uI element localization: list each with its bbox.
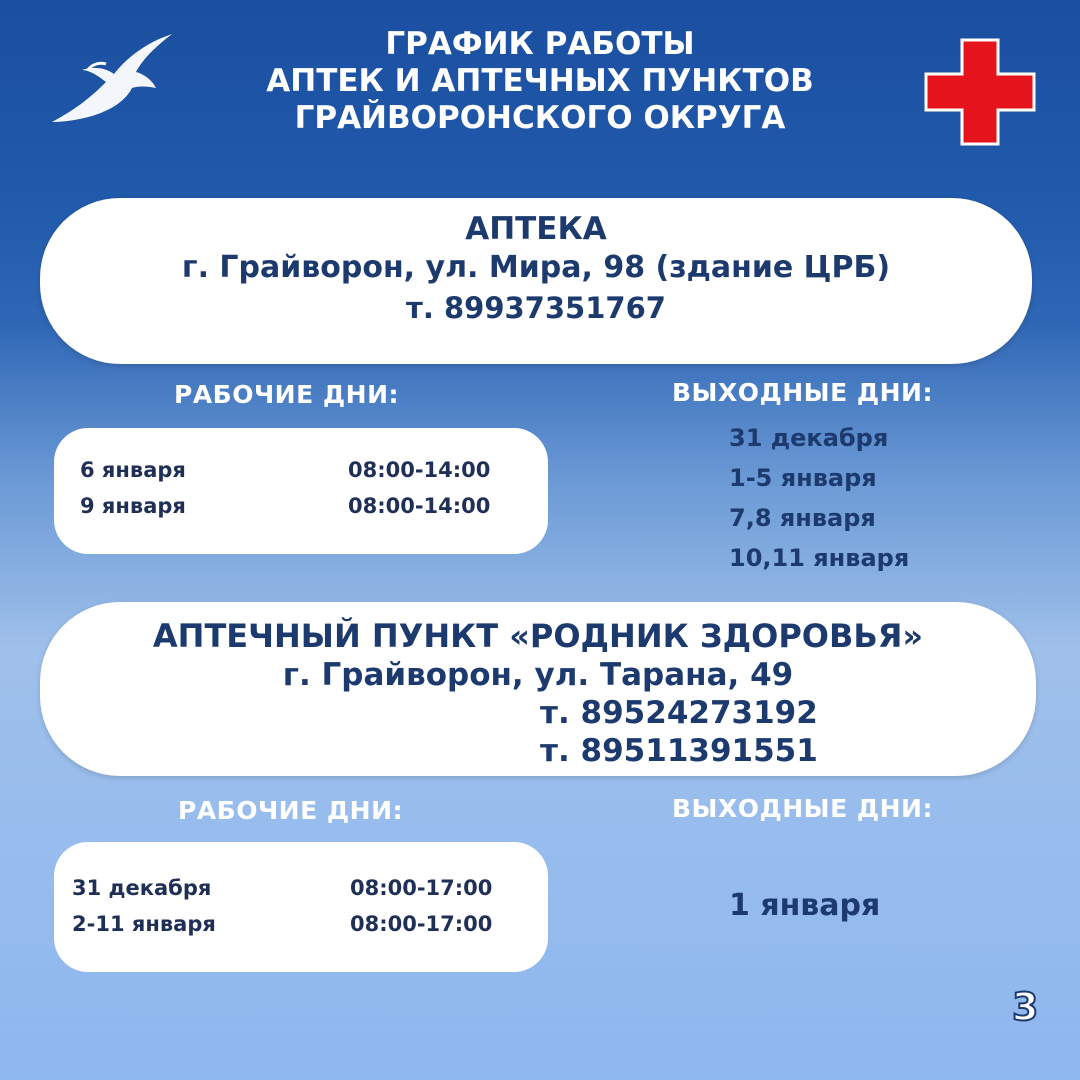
pharmacy-2-working-label: РАБОЧИЕ ДНИ: [178, 796, 403, 825]
pharmacy-1-phone: т. 89937351767 [406, 291, 666, 325]
pharmacy-2-phone-2: т. 89511391551 [540, 733, 818, 769]
pharmacy-1-working-label: РАБОЧИЕ ДНИ: [174, 380, 399, 409]
schedule-hours: 08:00-17:00 [350, 876, 493, 900]
schedule-hours: 08:00-14:00 [348, 458, 491, 482]
pharmacy-1-off-label: ВЫХОДНЫЕ ДНИ: [672, 378, 933, 407]
pharmacy-2-card [40, 602, 1036, 776]
schedule-date: 9 января [80, 494, 186, 518]
pharmacy-2-off-days [729, 886, 880, 926]
pharmacy-2-address: г. Грайворон, ул. Тарана, 49 [282, 657, 794, 693]
off-day: 10,11 января [729, 544, 910, 572]
off-day: 1-5 января [729, 464, 877, 492]
medical-cross-icon [924, 38, 1036, 146]
off-day: 7,8 января [729, 504, 876, 532]
page-title [180, 26, 900, 137]
pharmacy-2-off-label: ВЫХОДНЫЕ ДНИ: [672, 794, 933, 823]
pharmacy-1-name: АПТЕКА [465, 211, 607, 247]
page-number: 3 [1012, 985, 1039, 1029]
pharmacy-1-schedule [54, 428, 548, 554]
pharmacy-2-phone-1: т. 89524273192 [540, 695, 818, 731]
title-line-3: ГРАЙВОРОНСКОГО ОКРУГА [294, 100, 786, 136]
off-day: 31 декабря [729, 424, 889, 452]
schedule-date: 2-11 января [72, 912, 216, 936]
title-line-1: ГРАФИК РАБОТЫ [385, 26, 695, 62]
pharmacy-1-card [40, 198, 1032, 364]
off-day: 1 января [729, 888, 881, 923]
schedule-hours: 08:00-17:00 [350, 912, 493, 936]
pharmacy-2-schedule [54, 842, 548, 972]
schedule-hours: 08:00-14:00 [348, 494, 491, 518]
pharmacy-1-off-days [729, 418, 909, 578]
pharmacy-2-name: АПТЕЧНЫЙ ПУНКТ «РОДНИК ЗДОРОВЬЯ» [152, 617, 924, 655]
seagull-icon [48, 30, 176, 130]
pharmacy-1-address: г. Грайворон, ул. Мира, 98 (здание ЦРБ) [181, 250, 891, 285]
schedule-date: 31 декабря [72, 876, 212, 900]
schedule-date: 6 января [80, 458, 186, 482]
title-line-2: АПТЕК И АПТЕЧНЫХ ПУНКТОВ [266, 63, 814, 99]
